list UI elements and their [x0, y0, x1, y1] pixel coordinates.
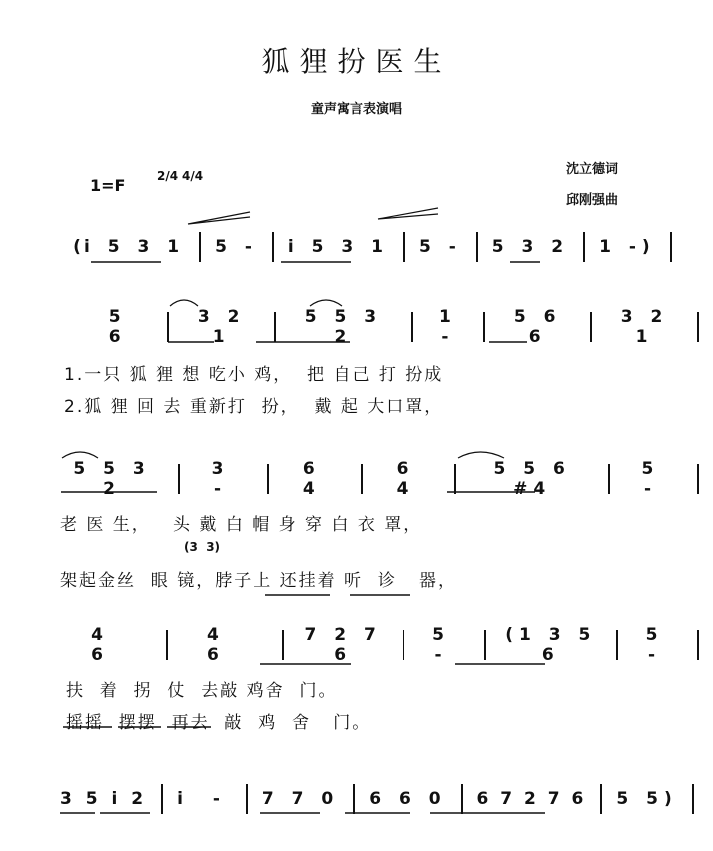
note-group: 5 - [432, 625, 456, 665]
note-group: 3 - [211, 459, 236, 499]
note-group: i - [177, 789, 232, 809]
bar-line [166, 630, 168, 660]
note-group: 7 2 7 6 [304, 625, 382, 665]
song-title: 狐狸扮医生 [261, 45, 452, 78]
note-group: i 5 3 1 [84, 237, 186, 257]
note-group: 5 - [418, 237, 462, 257]
score-line-1 [70, 230, 686, 264]
score-line-5 [60, 782, 708, 816]
bar-line [483, 312, 485, 342]
bar-line [246, 784, 248, 814]
note-group: 1 - [438, 307, 457, 347]
bar-line [590, 312, 592, 342]
note-group: 4 6 [207, 625, 243, 665]
note-group: (1 3 5 6 [505, 625, 597, 665]
score-line-3 [60, 459, 713, 499]
bar-line [353, 784, 355, 814]
alternate-notes: (3 3) [184, 540, 221, 554]
bar-line [692, 784, 694, 814]
note-group: 6 4 [396, 459, 421, 499]
note-group: 7 7 0 [261, 789, 340, 809]
time-signature-b: 4/4 [182, 169, 204, 183]
composer-credit: 邱刚强曲 [566, 193, 619, 208]
lyrics-line4a: 扶 着 拐 仗 去敲 鸡舍 门。 [66, 681, 338, 701]
bar-line [616, 630, 618, 660]
bar-line [361, 464, 363, 494]
note-group: 5 5 3 2 [73, 459, 151, 499]
bar-line [608, 464, 610, 494]
note-group: 5 5 6 #4 [493, 459, 571, 499]
lyrics-line3a: 老 医 生， 头 戴 白 帽 身 穿 白 衣 罩， [60, 515, 423, 535]
bar-line [476, 232, 478, 262]
note-group: 5 3 2 [491, 237, 570, 257]
lyrics-verse1-line1: 1.一只 狐 狸 想 吃小 鸡， 把 自己 打 扮成 [64, 365, 444, 385]
bar-line [600, 784, 602, 814]
bar-line [411, 312, 413, 342]
note-group: 1 -) [599, 237, 656, 257]
note-group: i 5 3 1 [287, 237, 389, 257]
bar-line [484, 630, 486, 660]
note-group: 5 - [641, 459, 666, 499]
key-signature: 1=F [90, 176, 126, 195]
bar-line [167, 312, 169, 342]
bar-line [161, 784, 163, 814]
note-group: 5 5 3 2 [304, 307, 383, 347]
lyrics-line4b: 摇摇 摆摆 再去 敲 鸡 舍 门。 [66, 713, 372, 733]
bar-line [403, 630, 405, 660]
lyrics-line3b: 架起金丝 眼 镜，脖子上 还挂着 听 诊 器， [60, 571, 458, 591]
bar-line [199, 232, 201, 262]
bar-line [697, 464, 699, 494]
score-line-4 [66, 625, 713, 665]
song-subtitle: 童声寓言表演唱 [310, 102, 402, 117]
bar-line [403, 232, 405, 262]
note-group: 3 2 1 [620, 307, 669, 347]
bar-line [583, 232, 585, 262]
bar-line [454, 464, 456, 494]
note-group: 6 4 [302, 459, 327, 499]
bar-line [697, 312, 699, 342]
bar-line [282, 630, 284, 660]
note-group: 5 6 [108, 307, 133, 347]
bar-line [267, 464, 269, 494]
note-group: 4 6 [91, 625, 127, 665]
score-line-2 [88, 307, 713, 347]
note-group: 3 2 1 [197, 307, 246, 347]
time-signature-a: 2/4 [157, 169, 179, 183]
note-group: 5 5) [616, 789, 678, 809]
bar-line [272, 232, 274, 262]
bar-line [670, 232, 672, 262]
bar-line [274, 312, 276, 342]
note-group: 5 6 6 [513, 307, 562, 347]
bar-line [461, 784, 463, 814]
note-group: ( [73, 237, 81, 257]
lyrics-verse2-line1: 2.狐 狸 回 去 重新打 扮， 戴 起 大口罩， [64, 397, 444, 417]
bar-line [178, 464, 180, 494]
note-group: 3 5 i 2 [60, 789, 148, 809]
note-group: 5 - [215, 237, 258, 257]
bar-line [697, 630, 699, 660]
note-group: 6 7 2 7 6 [476, 789, 587, 809]
lyricist-credit: 沈立德词 [566, 162, 619, 177]
note-group: 6 6 0 [369, 789, 447, 809]
note-group: 5 - [645, 625, 670, 665]
